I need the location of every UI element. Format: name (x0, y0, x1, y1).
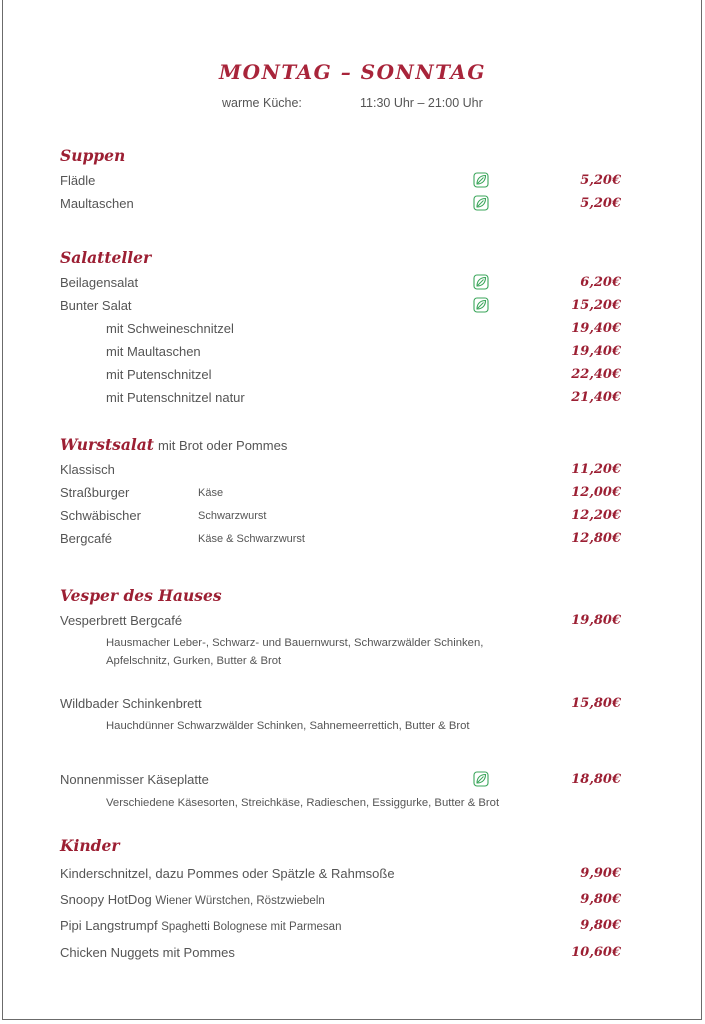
section-title-wurstsalat: Wurstsalat (60, 435, 154, 454)
menu-item-price: 22,40€ (571, 367, 621, 382)
menu-item-name: Kinderschnitzel, dazu Pommes oder Spätzle & Rahmsoße (60, 866, 395, 881)
menu-item-price: 12,80€ (571, 531, 621, 546)
menu-item-price: 18,80€ (571, 772, 621, 787)
menu-item-price: 5,20€ (580, 173, 621, 188)
menu-subitem-name: mit Maultaschen (106, 344, 201, 359)
menu-item-name: Chicken Nuggets mit Pommes (60, 945, 235, 960)
menu-item-price: 9,80€ (580, 918, 621, 933)
leaf-icon (473, 195, 489, 211)
menu-item-name: Bunter Salat (60, 298, 132, 313)
menu-item-price: 19,40€ (571, 344, 621, 359)
menu-item-name: Vesperbrett Bergcafé (60, 613, 183, 628)
menu-item-price: 9,80€ (580, 892, 621, 907)
menu-subitem-name: mit Putenschnitzel (106, 367, 212, 382)
menu-item-extra: Käse (198, 487, 224, 499)
leaf-icon (473, 172, 489, 188)
section-title-kinder: Kinder (60, 836, 120, 855)
menu-item-name: Maultaschen (60, 196, 134, 211)
menu-item-price: 12,20€ (571, 508, 621, 523)
hours-time: 11:30 Uhr – 21:00 Uhr (360, 96, 483, 110)
menu-item-price: 12,00€ (571, 485, 621, 500)
menu-item-price: 10,60€ (571, 945, 621, 960)
menu-item-line (60, 918, 341, 933)
page-title: MONTAG – SONNTAG (219, 60, 486, 84)
menu-item-price: 15,20€ (571, 298, 621, 313)
menu-item-extra: Wiener Würstchen, Röstzwiebeln (155, 895, 325, 907)
leaf-icon (473, 274, 489, 290)
menu-item-name: Klassisch (60, 462, 115, 477)
leaf-icon (473, 297, 489, 313)
menu-item-price: 15,80€ (571, 696, 621, 711)
section-title-suppen: Suppen (60, 146, 126, 165)
menu-item-name: Pipi Langstrumpf (60, 918, 158, 933)
menu-item-price: 19,40€ (571, 321, 621, 336)
menu-item-description: Apfelschnitz, Gurken, Butter & Brot (106, 655, 282, 667)
section-note: mit Brot oder Pommes (158, 438, 288, 453)
menu-item-name: Beilagensalat (60, 275, 139, 290)
hours-label: warme Küche: (222, 96, 302, 110)
menu-item-extra: Käse & Schwarzwurst (198, 533, 305, 545)
menu-item-name: Schwäbischer (60, 508, 141, 523)
menu-item-name: Flädle (60, 173, 96, 188)
menu-item-name: Wildbader Schinkenbrett (60, 696, 202, 711)
menu-item-price: 5,20€ (580, 196, 621, 211)
menu-item-description: Hauchdünner Schwarzwälder Schinken, Sahnemeerrettich, Butter & Brot (106, 720, 470, 732)
menu-item-line (60, 892, 325, 907)
menu-item-price: 6,20€ (580, 275, 621, 290)
menu-item-extra: Spaghetti Bolognese mit Parmesan (161, 921, 342, 933)
menu-item-description: Verschiedene Käsesorten, Streichkäse, Radieschen, Essiggurke, Butter & Brot (106, 797, 500, 809)
menu-subitem-name: mit Putenschnitzel natur (106, 390, 245, 405)
section-title-vesper: Vesper des Hauses (60, 586, 222, 605)
menu-item-price: 21,40€ (571, 390, 621, 405)
menu-item-price: 9,90€ (580, 866, 621, 881)
menu-subitem-name: mit Schweineschnitzel (106, 321, 234, 336)
menu-item-price: 19,80€ (571, 613, 621, 628)
menu-item-price: 11,20€ (571, 462, 621, 477)
leaf-icon (473, 771, 489, 787)
section-title-salatteller: Salatteller (60, 248, 152, 267)
menu-item-name: Nonnenmisser Käseplatte (60, 772, 209, 787)
menu-item-extra: Schwarzwurst (198, 510, 267, 522)
menu-item-name: Snoopy HotDog (60, 892, 152, 907)
menu-item-name: Bergcafé (60, 531, 113, 546)
menu-item-description: Hausmacher Leber-, Schwarz- und Bauernwurst, Schwarzwälder Schinken, (106, 637, 484, 649)
menu-item-name: Straßburger (60, 485, 130, 500)
